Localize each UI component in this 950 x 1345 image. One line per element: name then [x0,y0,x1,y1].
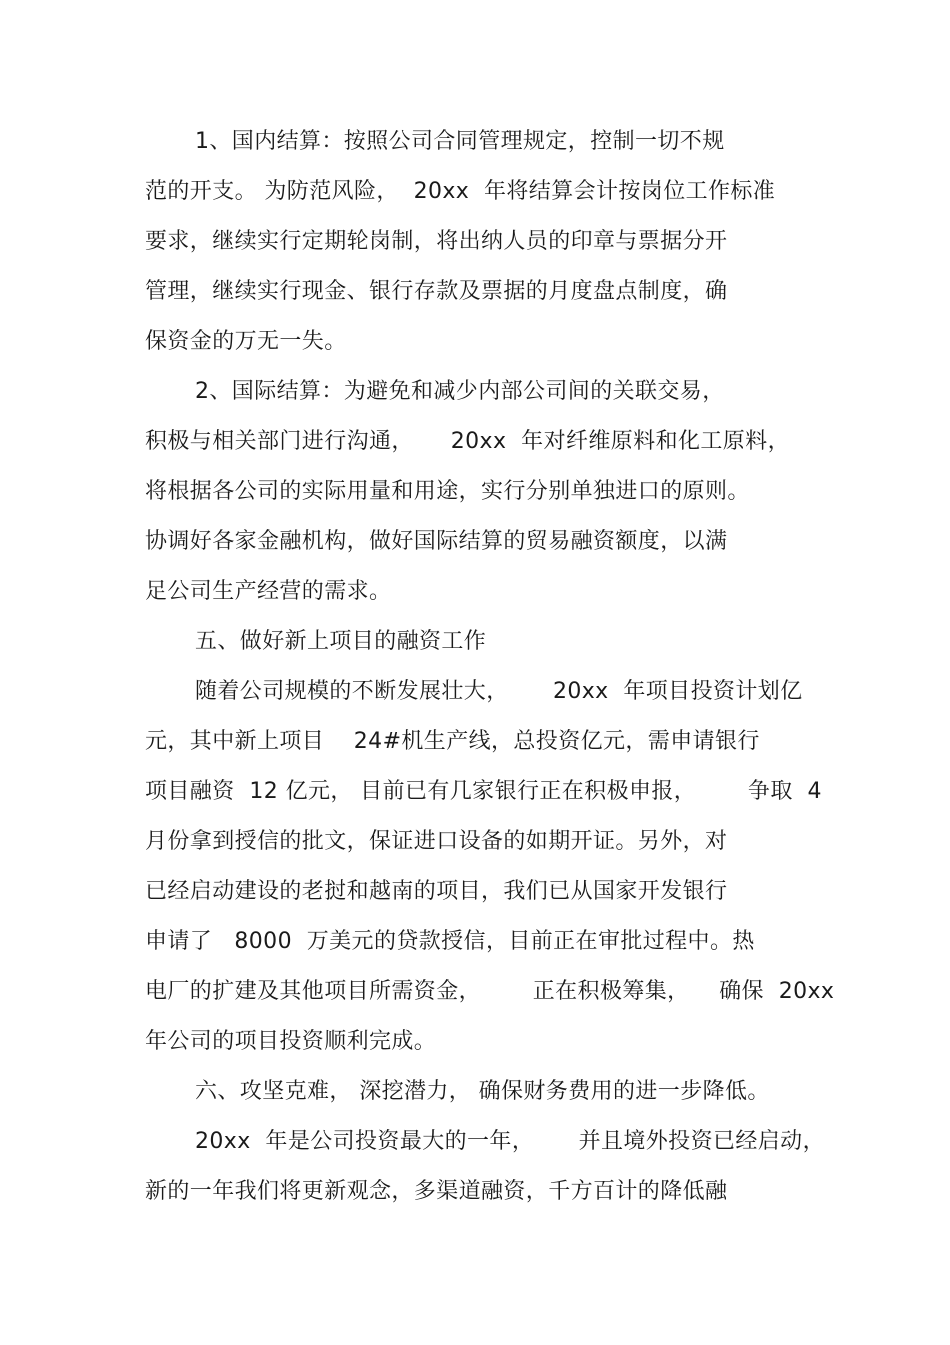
text-line: 20xx 年是公司投资最大的一年， 并且境外投资已经启动， [195,1129,825,1154]
text-line: 足公司生产经营的需求。 [145,579,392,604]
text-line: 已经启动建设的老挝和越南的项目，我们已从国家开发银行 [145,879,728,904]
text-line: 元，其中新上项目 24#机生产线，总投资亿元，需申请银行 [145,729,760,754]
text-line: 新的一年我们将更新观念，多渠道融资，千方百计的降低融 [145,1179,728,1204]
text-line: 管理，继续实行现金、银行存款及票据的月度盘点制度，确 [145,279,728,304]
text-line: 年公司的项目投资顺利完成。 [145,1029,437,1054]
text-line: 电厂的扩建及其他项目所需资金， 正在积极筹集， 确保 20xx [145,979,835,1004]
section-heading: 五、做好新上项目的融资工作 [195,629,487,654]
text-line: 项目融资 12 亿元， 目前已有几家银行正在积极申报， 争取 4 [145,779,822,804]
text-line: 申请了 8000 万美元的贷款授信，目前正在审批过程中。热 [145,929,755,954]
text-line: 积极与相关部门进行沟通， 20xx 年对纤维原料和化工原料， [145,429,790,454]
text-line: 1、国内结算：按照公司合同管理规定，控制一切不规 [195,129,725,154]
section-heading: 六、攻坚克难， 深挖潜力， 确保财务费用的进一步降低。 [195,1079,770,1104]
text-line: 月份拿到授信的批文，保证进口设备的如期开证。另外，对 [145,829,728,854]
text-line: 范的开支。 为防范风险， 20xx 年将结算会计按岗位工作标准 [145,179,776,204]
text-line: 2、国际结算：为避免和减少内部公司间的关联交易， [195,379,725,404]
text-line: 保资金的万无一失。 [145,329,347,354]
text-line: 将根据各公司的实际用量和用途，实行分别单独进口的原则。 [145,479,750,504]
text-line: 随着公司规模的不断发展壮大， 20xx 年项目投资计划亿 [195,679,803,704]
text-line: 协调好各家金融机构，做好国际结算的贸易融资额度，以满 [145,529,728,554]
text-line: 要求，继续实行定期轮岗制，将出纳人员的印章与票据分开 [145,229,728,254]
